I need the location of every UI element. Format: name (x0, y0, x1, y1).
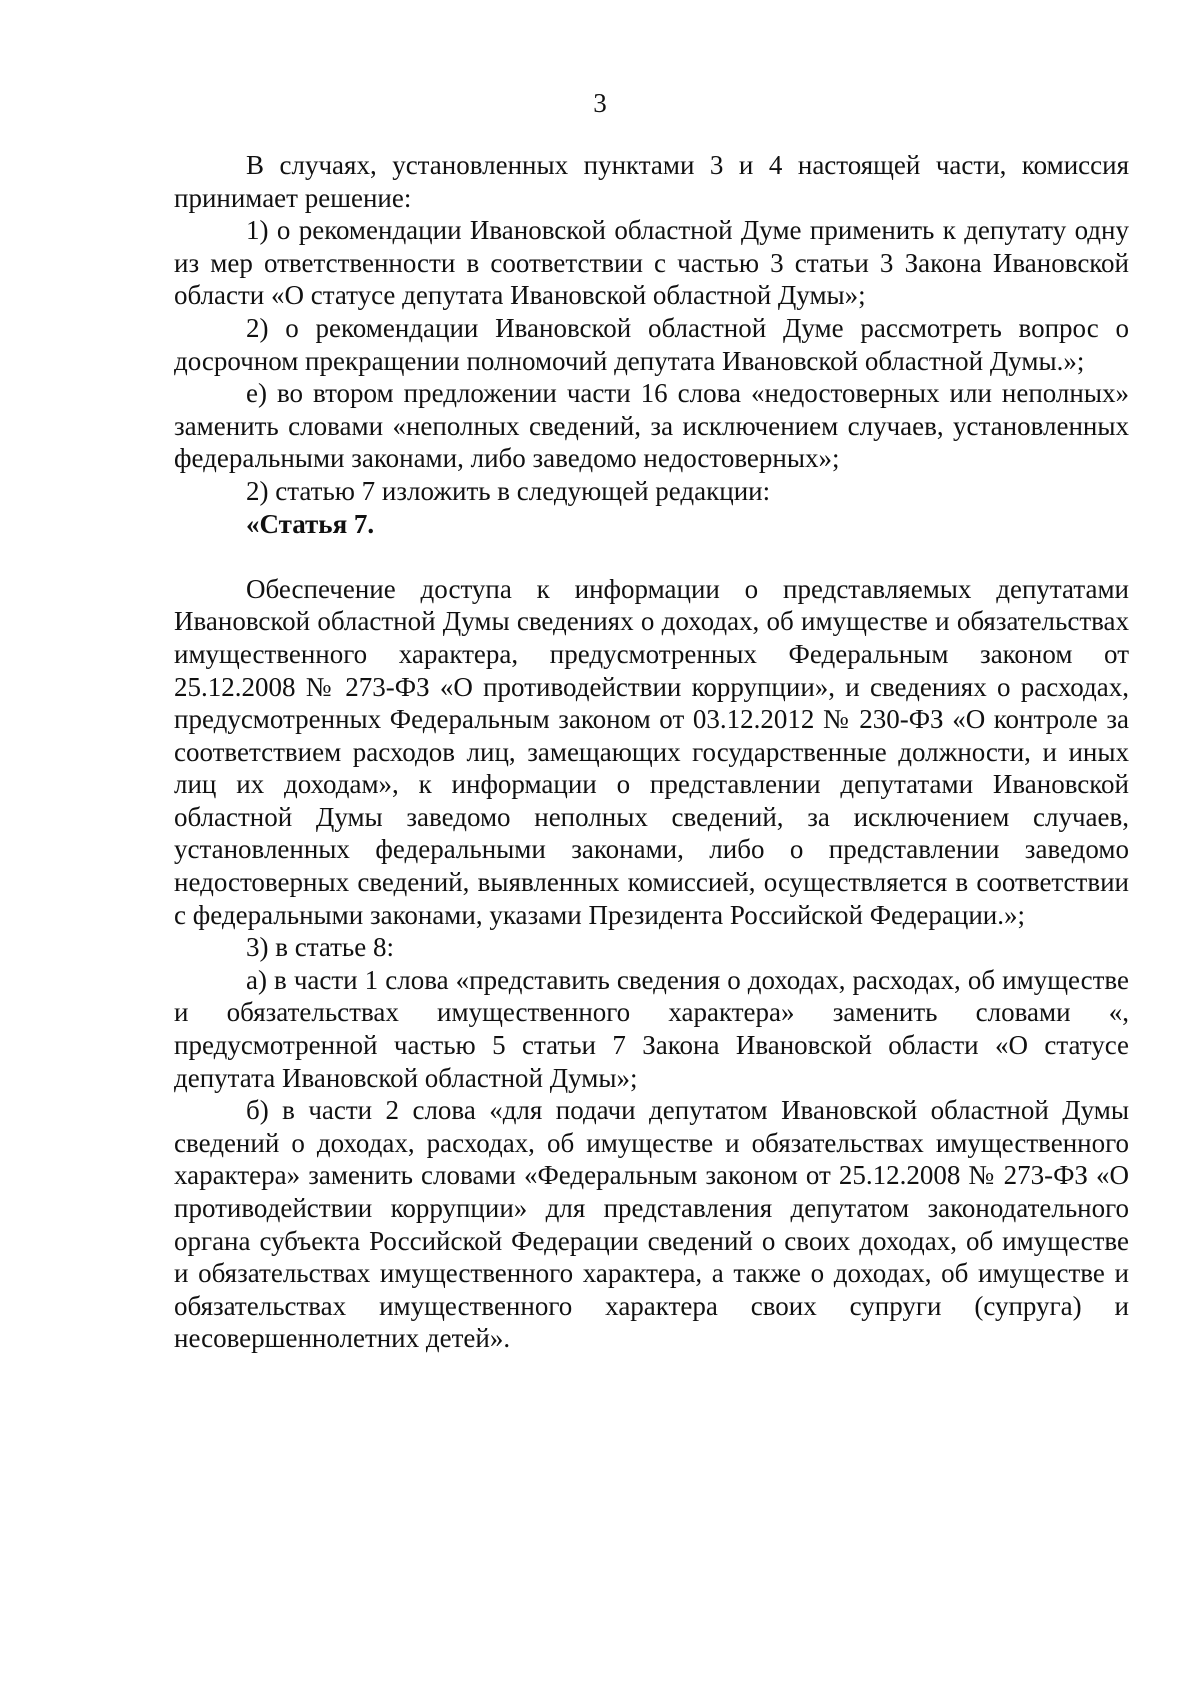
paragraph-article-7-intro: 2) статью 7 изложить в следующей редакции: (246, 475, 771, 506)
paragraph-article-7-text: Обеспечение доступа к информации о представляемых депутатами Ивановской областной Думы сведениях о доходах, об имуществе и обязательствах имущественного характера, предусмотренных Федеральным законом от 25.12.2008 № 273-ФЗ «О противодействии коррупции», и сведениях о расходах, предусмотренных Федеральным законом от 03.12.2012 № 230-ФЗ «О контроле за соответствием расходов лиц, замещающих государственные должности, и иных лиц их доходам», к информации о представлении депутатами Ивановской областной Думы заведомо неполных сведений, за исключением случаев, установленных федеральными законами, либо о представлении заведомо недостоверных сведений, выявленных комиссией, осуществляется в соответствии с федеральными законами, указами Президента Российской Федерации.»; (174, 573, 1129, 930)
paragraph-item-b-amendment: б) в части 2 слова «для подачи депутатом Ивановской областной Думы сведений о доходах, расходах, об имуществе и обязательствах имущественного характера» заменить словами «Федеральным законом от 25.12.2008 № 273-ФЗ «О противодействии коррупции» для представления депутатом законодательного органа субъекта Российской Федерации сведений о своих доходах, об имуществе и обязательствах имущественного характера, а также о доходах, об имуществе и обязательствах имущественного характера своих супруги (супруга) и несовершеннолетних детей». (174, 1095, 1129, 1354)
paragraph-article-8-intro: 3) в статье 8: (246, 932, 394, 963)
paragraph-commission-decision: В случаях, установленных пунктами 3 и 4 настоящей части, комиссия принимает решение: (174, 150, 1129, 213)
article-7-heading: «Статья 7. (246, 508, 375, 539)
paragraph-item-1-recommendation: 1) о рекомендации Ивановской областной Думе применить к депутату одну из мер ответственности в соответствии с частью 3 статьи 3 Закона Ивановской области «О статусе депутата Ивановской областной Думы»; (174, 215, 1129, 311)
paragraph-item-2-recommendation: 2) о рекомендации Ивановской областной Думе рассмотреть вопрос о досрочном прекращении полномочий депутата Ивановской областной Думы.»; (174, 312, 1129, 376)
paragraph-item-a-amendment: а) в части 1 слова «представить сведения о доходах, расходах, об имуществе и обязательствах имущественного характера» заменить словами «, предусмотренной частью 5 статьи 7 Закона Ивановской области «О статусе депутата Ивановской областной Думы»; (174, 964, 1129, 1093)
blank-line (174, 540, 1129, 573)
page-number: 3 (593, 88, 607, 118)
paragraph-item-e-amendment: е) во втором предложении части 16 слова «недостоверных или неполных» заменить словами «неполных сведений, за исключением случаев, установленных федеральными законами, либо заведомо недостоверных»; (174, 378, 1129, 474)
document-body (174, 149, 1129, 1355)
